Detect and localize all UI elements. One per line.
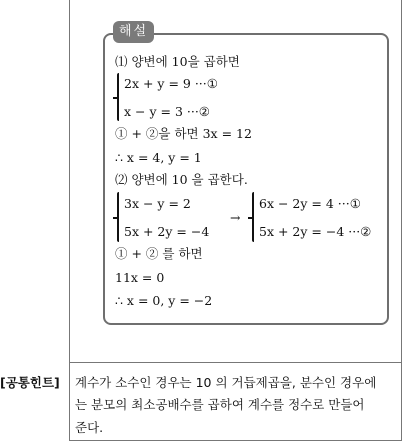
part1-title: ⑴ 양변에 10을 곱하면 [115, 54, 240, 69]
part2-left-equation-2: 5x + 2y = −4 [124, 224, 210, 239]
part1-result: ∴ x = 4, y = 1 [115, 150, 202, 165]
part1-step: ① + ②을 하면 3x = 12 [115, 126, 252, 141]
part2-right-brace [252, 192, 254, 242]
hint-text-line-1: 계수가 소수인 경우는 10 의 거듭제곱을, 분수인 경우에 [75, 375, 377, 390]
part1-brace [117, 73, 119, 121]
part2-step: ① + ② 를 하면 [115, 246, 203, 261]
part2-title: ⑵ 양변에 10 을 곱한다. [115, 172, 248, 187]
hint-text-line-3: 준다. [75, 420, 104, 435]
hint-label: [공통힌트] [0, 375, 60, 390]
hint-divider [69, 362, 402, 363]
part2-right-equation-1: 6x − 2y = 4 ···① [259, 196, 361, 211]
part1-equation-2: x − y = 3 ···② [124, 104, 211, 119]
solution-tag: 해설 [113, 21, 154, 43]
part2-left-brace [117, 192, 119, 242]
hint-text-line-2: 는 분모의 최소공배수를 곱하여 계수를 정수로 만들어 [75, 397, 365, 412]
part2-right-equation-2: 5x + 2y = −4 ···② [259, 224, 372, 239]
part2-left-equation-1: 3x − y = 2 [124, 196, 191, 211]
part2-result: ∴ x = 0, y = −2 [115, 293, 213, 308]
part2-line: 11x = 0 [115, 270, 165, 285]
part1-equation-1: 2x + y = 9 ···① [124, 76, 218, 91]
part2-arrow: → [230, 210, 241, 225]
